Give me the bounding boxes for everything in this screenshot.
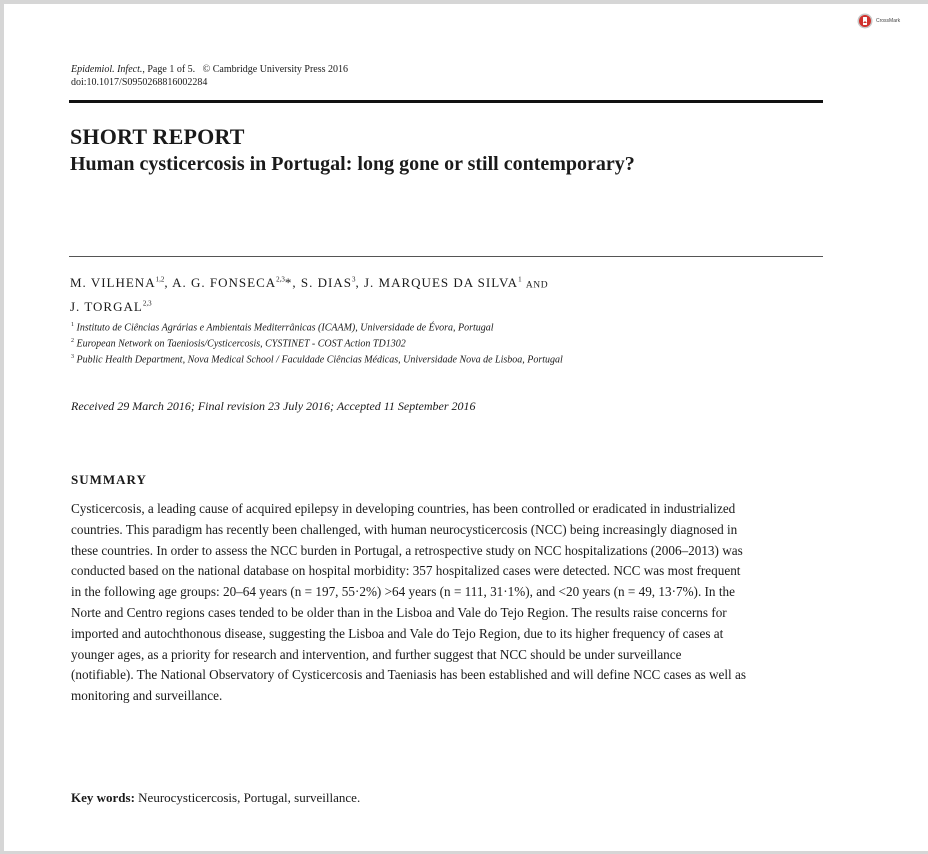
crossmark-icon: [857, 13, 873, 29]
author-list: [70, 271, 790, 316]
keywords: [71, 790, 360, 806]
summary-text: Cysticercosis, a leading cause of acquired epilepsy in developing countries, has been controlled or eradicated in industrialized countries. This paradigm has recently been challenged, with human neurocysticercosis (NCC) being increasingly diagnosed in these countries. In order to assess the NCC burden in Portugal, a retrospective study on NCC hospitalizations (2006–2013) was conducted based on the national database on hospital morbidity: 357 hospitalized cases were detected. NCC was most frequent in the following age groups: 20–64 years (n = 197, 55·2%) >64 years (n = 111, 31·1%), and <20 years (n = 49, 13·7%). In the Norte and Centro regions cases tended to be older than in the Lisboa and Vale do Tejo Region. The results raise concerns for imported and autochthonous disease, suggesting the Lisboa and Vale do Tejo Region, due to its higher frequency of cases at younger ages, as a priority for research and intervention, and further suggest that NCC should be under surveillance (notifiable). The National Observatory of Cysticercosis and Taeniasis has been established and will define NCC cases as well as monitoring and surveillance.: [71, 501, 746, 704]
received-dates: Received 29 March 2016; Final revision 23 July 2016; Accepted 11 September 2016: [71, 399, 476, 413]
author: M. VILHENA$^{1,2}$,: [70, 275, 173, 291]
journal-name: Epidemiol. Infect.: [71, 64, 143, 75]
affiliations: [71, 319, 771, 366]
keywords-label: Key words:: [71, 790, 135, 805]
doi: doi:10.1017/S0950268816002284: [71, 77, 208, 88]
author: A. G. FONSECA$^{2,3}$*,: [172, 275, 301, 291]
viewer-frame-left: [0, 0, 4, 854]
page-info: , Page 1 of 5.: [142, 64, 196, 75]
summary-heading: SUMMARY: [71, 472, 147, 487]
keywords-text: Neurocysticercosis, Portugal, surveillance.: [138, 790, 361, 805]
affiliation: $^3$ Public Health Department, Nova Medical School / Faculdade Ciências Médicas, Universidade Nova de Lisboa, Portugal: [71, 353, 563, 365]
author: J. MARQUES DA SILVA$^1$: [363, 275, 522, 291]
citation-line: [71, 63, 348, 76]
journal-header: [71, 63, 348, 89]
affiliation: $^2$ European Network on Taeniosis/Cysticercosis, CYSTINET - COST Action TD1302: [71, 337, 406, 350]
title-rule: [69, 256, 823, 257]
crossmark-label: CrossMark: [876, 18, 901, 24]
crossmark-badge[interactable]: [857, 13, 900, 29]
author: J. TORGAL$^{2,3}$: [70, 298, 152, 314]
viewer-frame-top: [0, 0, 928, 4]
affiliation: $^1$ Instituto de Ciências Agrárias e Ambientais Mediterrânicas (ICAAM), Universidade de Évora, Portugal: [71, 322, 494, 334]
author: S. DIAS$^3$,: [300, 275, 364, 291]
article-type: SHORT REPORT: [70, 124, 245, 149]
header-rule: [69, 100, 823, 103]
copyright: © Cambridge University Press 2016: [202, 64, 349, 75]
article-title: Human cysticercosis in Portugal: long gone or still contemporary?: [70, 153, 635, 175]
authors-and: AND: [525, 280, 549, 291]
